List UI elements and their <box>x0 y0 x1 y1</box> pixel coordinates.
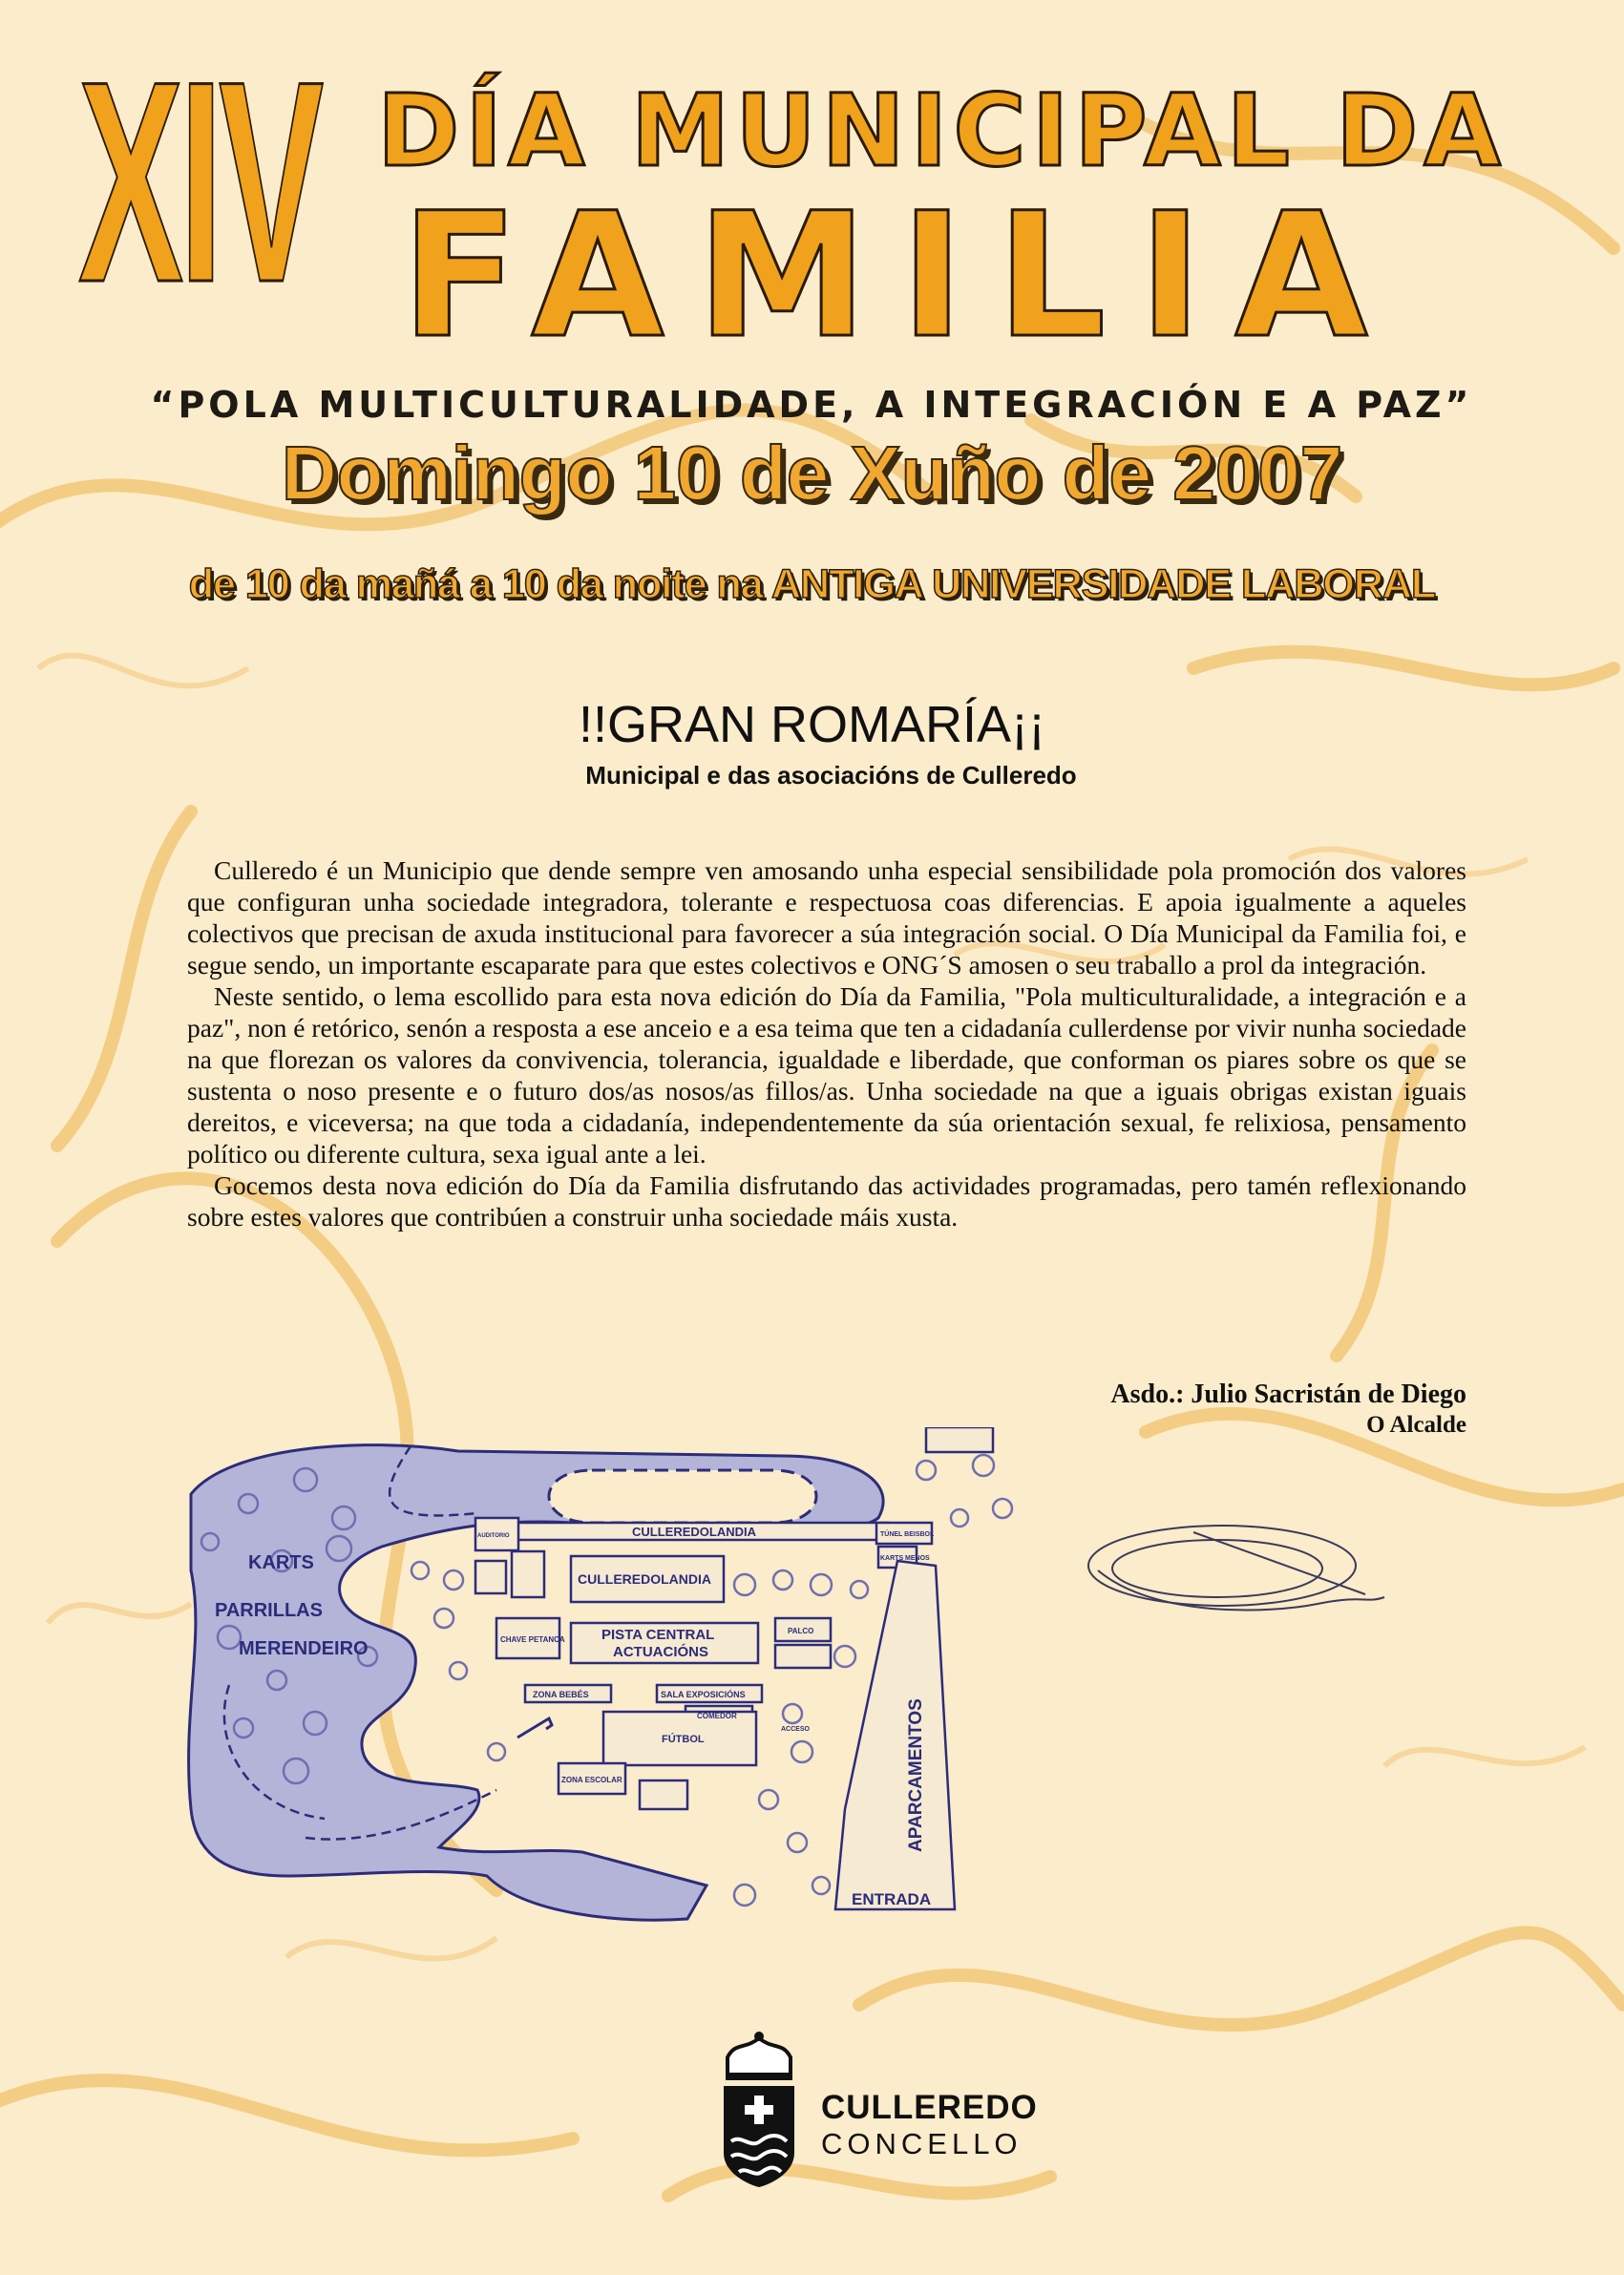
map-label-karts-menos: KARTS MENOS <box>880 1555 930 1562</box>
map-label-zona-escolar: ZONA ESCOLAR <box>561 1776 622 1784</box>
map-label-culleredolandia-box: CULLEREDOLANDIA <box>578 1571 711 1587</box>
logo-subtitle: CONCELLO <box>821 2127 1023 2160</box>
map-label-futbol: FÚTBOL <box>662 1734 705 1745</box>
logo-name: CULLEREDO <box>821 2089 1038 2126</box>
map-label-comedor: COMEDOR <box>697 1712 737 1720</box>
signature-scribble <box>1079 1513 1394 1637</box>
map-label-pista: PISTA CENTRAL <box>601 1627 715 1643</box>
signature-name: Asdo.: Julio Sacristán de Diego <box>1110 1380 1466 1409</box>
paragraph-3: Gocemos desta nova edición do Día da Familia disfrutando das actividades programadas, pero tamén reflexionando sobre estes valores que contribúen a construir unha sociedade máis xusta. <box>187 1170 1466 1232</box>
map-label-parrillas: PARRILLAS <box>215 1600 323 1621</box>
site-map <box>172 1427 1050 1957</box>
map-label-aparcamentos: APARCAMENTOS <box>906 1698 926 1852</box>
roman-numeral: XIV <box>78 21 320 342</box>
paragraph-1: Culleredo é un Municipio que dende sempre ven amosando unha especial sensibilidade pola promoción dos valores que configuran unha sociedade integradora, tolerante e respectuosa coas diferencias. E apoia igualmente a aqueles colectivos que precisan de axuda institucional para favorecer a súa integración social. O Día Municipal da Familia foi, e segue sendo, un importante escaparate para que estes colectivos e ONG´S amosen o seu traballo a prol da integración. <box>187 855 1466 980</box>
map-label-zona-bebes: ZONA BEBÉS <box>533 1690 589 1699</box>
map-track <box>549 1470 816 1523</box>
body-text <box>187 854 1466 1232</box>
map-label-merendeiro: MERENDEIRO <box>239 1638 369 1659</box>
map-white-box <box>926 1427 993 1452</box>
signature-role: O Alcalde <box>1366 1412 1466 1438</box>
map-label-palco: PALCO <box>788 1627 814 1635</box>
paragraph-2: Neste sentido, o lema escollido para esta nova edición do Día da Familia, "Pola multiculturalidade, a integración e a paz", non é retórico, senón a resposta a ese anceio e a esa teima que ten a cidadanía cullerdense por vivir nunha sociedade na que florezan os valores da convivencia, tolerancia, igualdade e liberdade, que conforman os piares sobre os que se sustenta o noso presente e o futuro dos/as nosos/as fillos/as. Unha sociedade na que a iguais obrigas existan iguais dereitos, e viceversa; na que toda a cidadanía, independentemente da súa orientación sexual, fe relixiosa, pensamento político ou diferente cultura, sexa igual ante a lei. <box>187 981 1466 1169</box>
map-label-sala-exposicions: SALA EXPOSICIÓNS <box>661 1690 746 1699</box>
map-label-acceso: ACCESO <box>781 1726 810 1733</box>
map-aparcamentos <box>835 1561 955 1909</box>
title-line-2: FAMILIA <box>401 177 1401 376</box>
romaria-title: !!GRAN ROMARÍA¡¡ <box>578 696 1045 753</box>
concello-logo <box>716 2029 1041 2201</box>
map-label-actuacions: ACTUACIÓNS <box>613 1644 708 1660</box>
romaria-subtitle: Municipal e das asociacións de Culleredo <box>585 761 1077 790</box>
map-label-culleredolandia-bar: CULLEREDOLANDIA <box>632 1525 756 1539</box>
map-label-tunel-beisbol: TÚNEL BEISBOL <box>880 1531 935 1538</box>
crest-icon <box>716 2029 802 2191</box>
title-line-1: DÍA MUNICIPAL DA <box>377 73 1507 189</box>
map-label-auditorio: AUDITORIO <box>477 1533 510 1539</box>
event-date: Domingo 10 de Xuño de 2007 <box>281 431 1343 516</box>
map-label-entrada: ENTRADA <box>852 1890 932 1908</box>
event-hours: de 10 da mañá a 10 da noite na ANTIGA UNIVERSIDADE LABORAL <box>188 561 1436 607</box>
map-label-chave-petanca: CHAVE PETANCA <box>500 1635 565 1644</box>
motto: “POLA MULTICULTURALIDADE, A INTEGRACIÓN E A PAZ” <box>150 384 1473 426</box>
map-label-karts: KARTS <box>248 1552 314 1573</box>
